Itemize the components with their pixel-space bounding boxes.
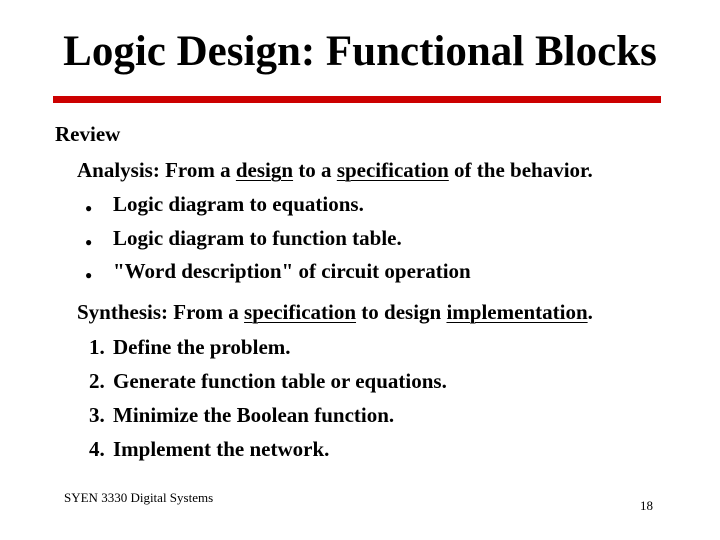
bullet-text: "Word description" of circuit operation [113,259,471,283]
bullet-text: Logic diagram to equations. [113,192,364,216]
step-text: Define the problem. [113,335,291,359]
synthesis-step-item [89,401,394,429]
synthesis-suffix: . [587,300,593,324]
bullet-icon: ● [85,268,93,283]
synthesis-step-item [89,367,447,395]
title-divider [53,96,661,103]
bullet-icon: ● [85,201,93,216]
step-text: Generate function table or equations. [113,369,447,393]
analysis-term-specification: specification [336,158,449,182]
footer-page-number: 18 [640,498,653,513]
analysis-bullet-item [85,224,402,254]
analysis-term-design: design [235,158,294,182]
synthesis-term-implementation: implementation [446,300,588,324]
step-number: 3. [89,403,105,427]
analysis-prefix: Analysis: From a [77,158,236,182]
synthesis-middle: to design [356,300,447,324]
bullet-text: Logic diagram to function table. [113,226,402,250]
synthesis-step-item [89,435,329,463]
analysis-bullet-item [85,257,471,287]
analysis-bullet-item [85,190,364,220]
analysis-line [77,156,593,184]
bullet-icon: ● [85,235,93,250]
step-number: 2. [89,369,105,393]
step-text: Implement the network. [113,437,330,461]
footer-course: SYEN 3330 Digital Systems [64,490,214,505]
synthesis-term-specification: specification [244,300,357,324]
analysis-suffix: of the behavior. [448,158,593,182]
slide-title: Logic Design: Functional Blocks [63,28,657,75]
synthesis-line [77,298,593,326]
step-number: 1. [89,335,105,359]
step-number: 4. [89,437,105,461]
synthesis-prefix: Synthesis: From a [77,300,245,324]
analysis-middle: to a [293,158,337,182]
step-text: Minimize the Boolean function. [113,403,395,427]
review-heading: Review [55,122,121,146]
synthesis-step-item [89,333,291,361]
